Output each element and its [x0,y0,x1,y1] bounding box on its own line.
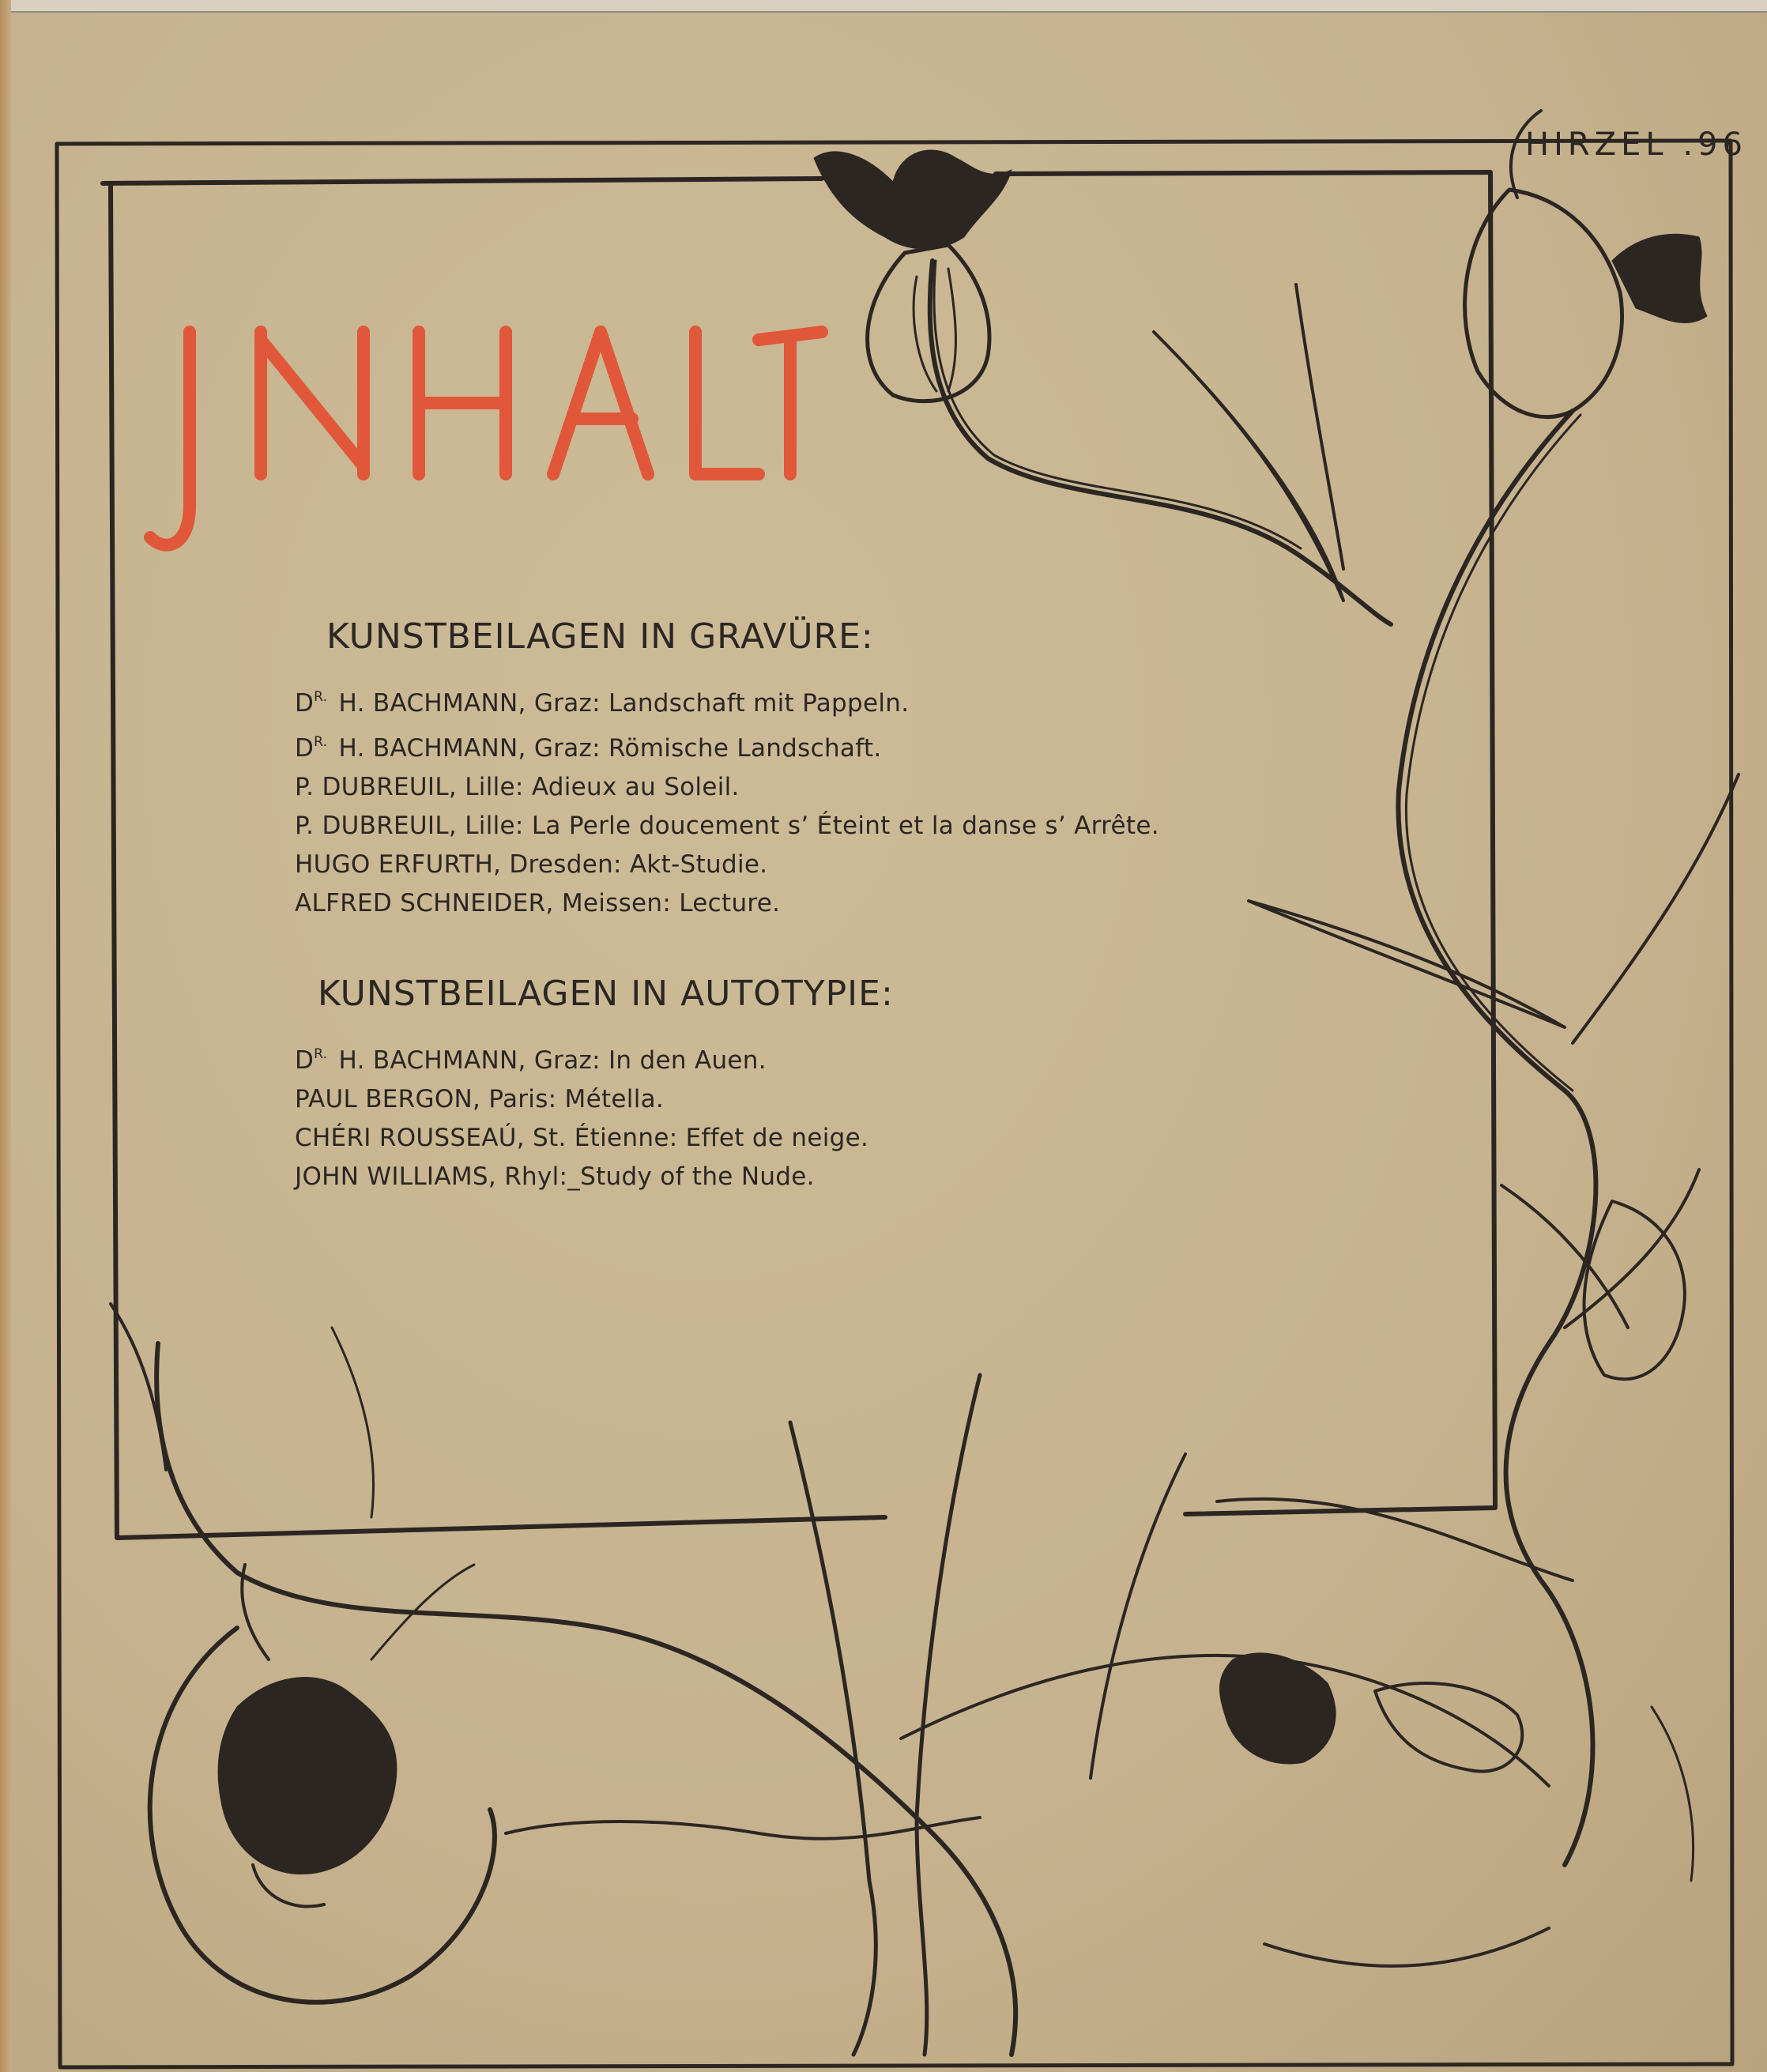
list-item: JOHN WILLIAMS, Rhyl:_Study of the Nude. [295,1162,815,1191]
artist-signature: HIRZEL .96 [1525,126,1747,163]
list-item: ALFRED SCHNEIDER, Meissen: Lecture. [295,889,781,917]
entries-autotypie [295,1035,868,1196]
list-item: PAUL BERGON, Paris: Métella. [295,1085,665,1113]
list-item: P. DUBREUIL, Lille: Adieux au Soleil. [295,773,740,801]
list-item: $D^{R.}$ H. BACHMANN, Graz: In den Auen. [295,1046,767,1075]
entries-gravuere [295,678,1159,923]
section-heading-autotypie: KUNSTBEILAGEN IN AUTOTYPIE: [318,974,894,1014]
list-item: P. DUBREUIL, Lille: La Perle doucement s’ Éteint et la danse s’ Arrête. [295,812,1159,840]
section-heading-gravuere: KUNSTBEILAGEN IN GRAVÜRE: [326,616,874,657]
list-item: $D^{R.}$ H. BACHMANN, Graz: Römische Landschaft. [295,734,882,763]
list-item: HUGO ERFURTH, Dresden: Akt-Studie. [295,850,768,879]
list-item: CHÉRI ROUSSEAÚ, St. Étienne: Effet de neige. [295,1124,869,1152]
list-item: $D^{R.}$ H. BACHMANN, Graz: Landschaft mit Pappeln. [295,689,910,718]
page-title-inhalt [142,308,830,569]
